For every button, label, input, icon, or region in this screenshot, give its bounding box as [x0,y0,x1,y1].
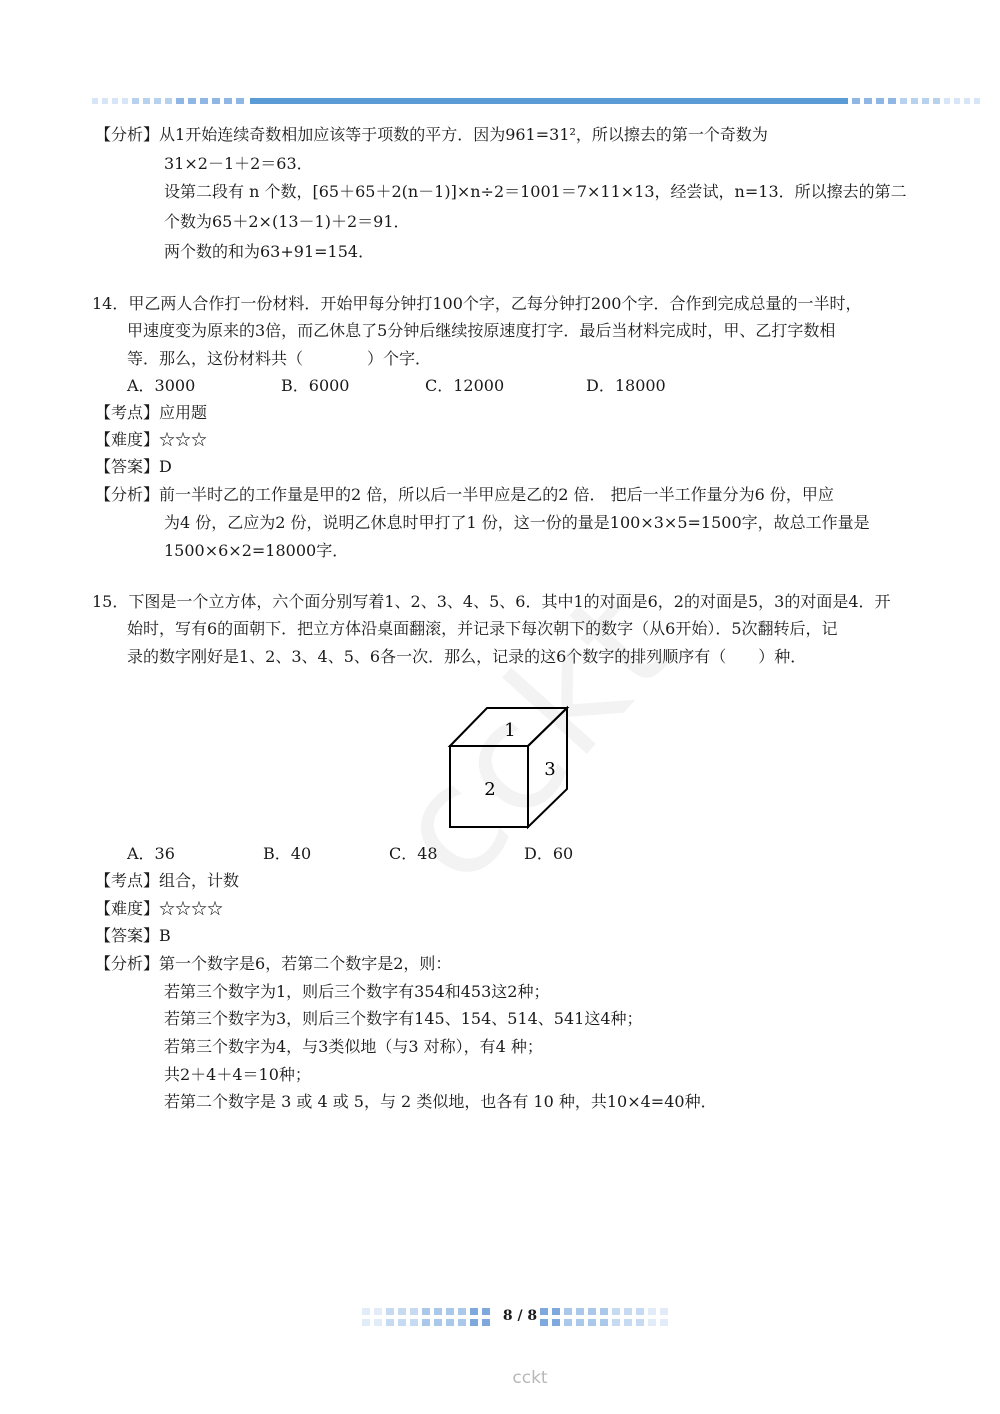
q15-kaodian-value: 组合，计数 [159,871,240,890]
q14-option-d: D．18000 [586,376,666,395]
q15-nandu [95,895,223,923]
q15-stem-line2: 始时，写有6的面朝下．把立方体沿桌面翻滚，并记录下每次朝下的数字（从6开始）．5次翻转后，记 [127,619,838,638]
q14-option-a: A．3000 [127,376,196,395]
q14-difficulty-stars: ☆☆☆ [159,430,208,449]
q15-option-a: A．36 [127,844,175,863]
prev-analysis-line2: 31×2－1＋2＝63． [164,154,313,173]
q15-option-b: B．40 [263,844,312,863]
footer-dots-left [362,1306,500,1328]
q14-analysis-tag: 【分析】 [95,485,160,504]
q14-answer [95,453,172,481]
footer-dots-right [540,1306,678,1328]
q15-difficulty-stars: ☆☆☆☆ [159,899,224,918]
q15-analysis-line1 [95,950,451,978]
q15-nandu-tag: 【难度】 [95,899,160,918]
page-number: 8 / 8 [502,1308,538,1324]
q14-nandu-tag: 【难度】 [95,430,160,449]
q14-kaodian-value: 应用题 [159,403,208,422]
prev-analysis-line5: 两个数的和为63+91=154． [164,242,375,261]
q15-analysis-tag: 【分析】 [95,954,160,973]
q15-analysis-line4: 若第三个数字为4，与3类似地（与3 对称），有4 种； [164,1037,543,1056]
q14-kaodian-tag: 【考点】 [95,403,160,422]
q14-stem-line3: 等．那么，这份材料共（ ）个字． [127,349,432,368]
q15-analysis-line3: 若第三个数字为3，则后三个数字有145、154、514、541这4种； [164,1009,643,1028]
q14-analysis-line1 [95,481,834,509]
q14-answer-value: D [159,457,172,476]
q14-option-b: B．6000 [281,376,350,395]
q14-stem-line1: 14．甲乙两人合作打一份材料．开始甲每分钟打100个字，乙每分钟打200个字．合作到完成总量的一半时， [92,294,862,313]
q15-option-d: D．60 [524,844,574,863]
prev-analysis-tag: 【分析】 [95,125,160,144]
q15-answer-tag: 【答案】 [95,926,160,945]
q14-analysis-line2: 为4 份，乙应为2 份，说明乙休息时甲打了1 份，这一份的量是100×3×5=1500字，故总工作量是 [164,513,870,532]
q15-analysis-text1: 第一个数字是6，若第二个数字是2，则： [159,954,452,973]
prev-analysis-line3: 设第二段有 n 个数，[65＋65＋2(n－1)]×n÷2＝1001＝7×11×13，经尝试，n=13．所以擦去的第二 [164,182,907,201]
q14-answer-tag: 【答案】 [95,457,160,476]
q15-analysis-line2: 若第三个数字为1，则后三个数字有354和453这2种； [164,982,550,1001]
prev-analysis-text1: 从1开始连续奇数相加应该等于项数的平方．因为961=31²，所以擦去的第一个奇数为 [159,125,768,144]
q14-stem-line2: 甲速度变为原来的3倍，而乙休息了5分钟后继续按原速度打字．最后当材料完成时，甲、乙打字数相 [127,321,836,340]
cube-label-right: 3 [544,759,556,780]
q15-kaodian [95,867,239,895]
q15-kaodian-tag: 【考点】 [95,871,160,890]
q15-stem-line1: 15．下图是一个立方体，六个面分别写着1、2、3、4、5、6．其中1的对面是6，2的对面是5，3的对面是4．开 [92,592,891,611]
q14-analysis-line3: 1500×6×2=18000字． [164,541,349,560]
q15-analysis-line5: 共2＋4＋4＝10种； [164,1065,311,1084]
cube-label-top: 1 [504,720,516,741]
q15-answer-value: B [159,926,171,945]
prev-analysis-line1 [95,121,768,149]
q14-analysis-text1: 前一半时乙的工作量是甲的2 倍，所以后一半甲应是乙的2 倍． 把后一半工作量分为6 份，甲应 [159,485,834,504]
q15-analysis-line6: 若第二个数字是 3 或 4 或 5，与 2 类似地，也各有 10 种，共10×4=40种． [164,1092,717,1111]
q14-option-c: C．12000 [425,376,505,395]
prev-analysis-line4: 个数为65＋2×(13－1)＋2＝91． [164,212,410,231]
header-decoration [92,97,982,105]
q14-kaodian [95,399,207,427]
q15-option-c: C．48 [389,844,438,863]
cube-label-front: 2 [484,779,496,800]
bottom-site-mark: cckt [512,1368,548,1388]
q14-nandu [95,426,207,454]
q15-answer [95,922,171,950]
q15-stem-line3: 录的数字刚好是1、2、3、4、5、6各一次．那么，记录的这6个数字的排列顺序有（ ）种． [127,647,807,666]
